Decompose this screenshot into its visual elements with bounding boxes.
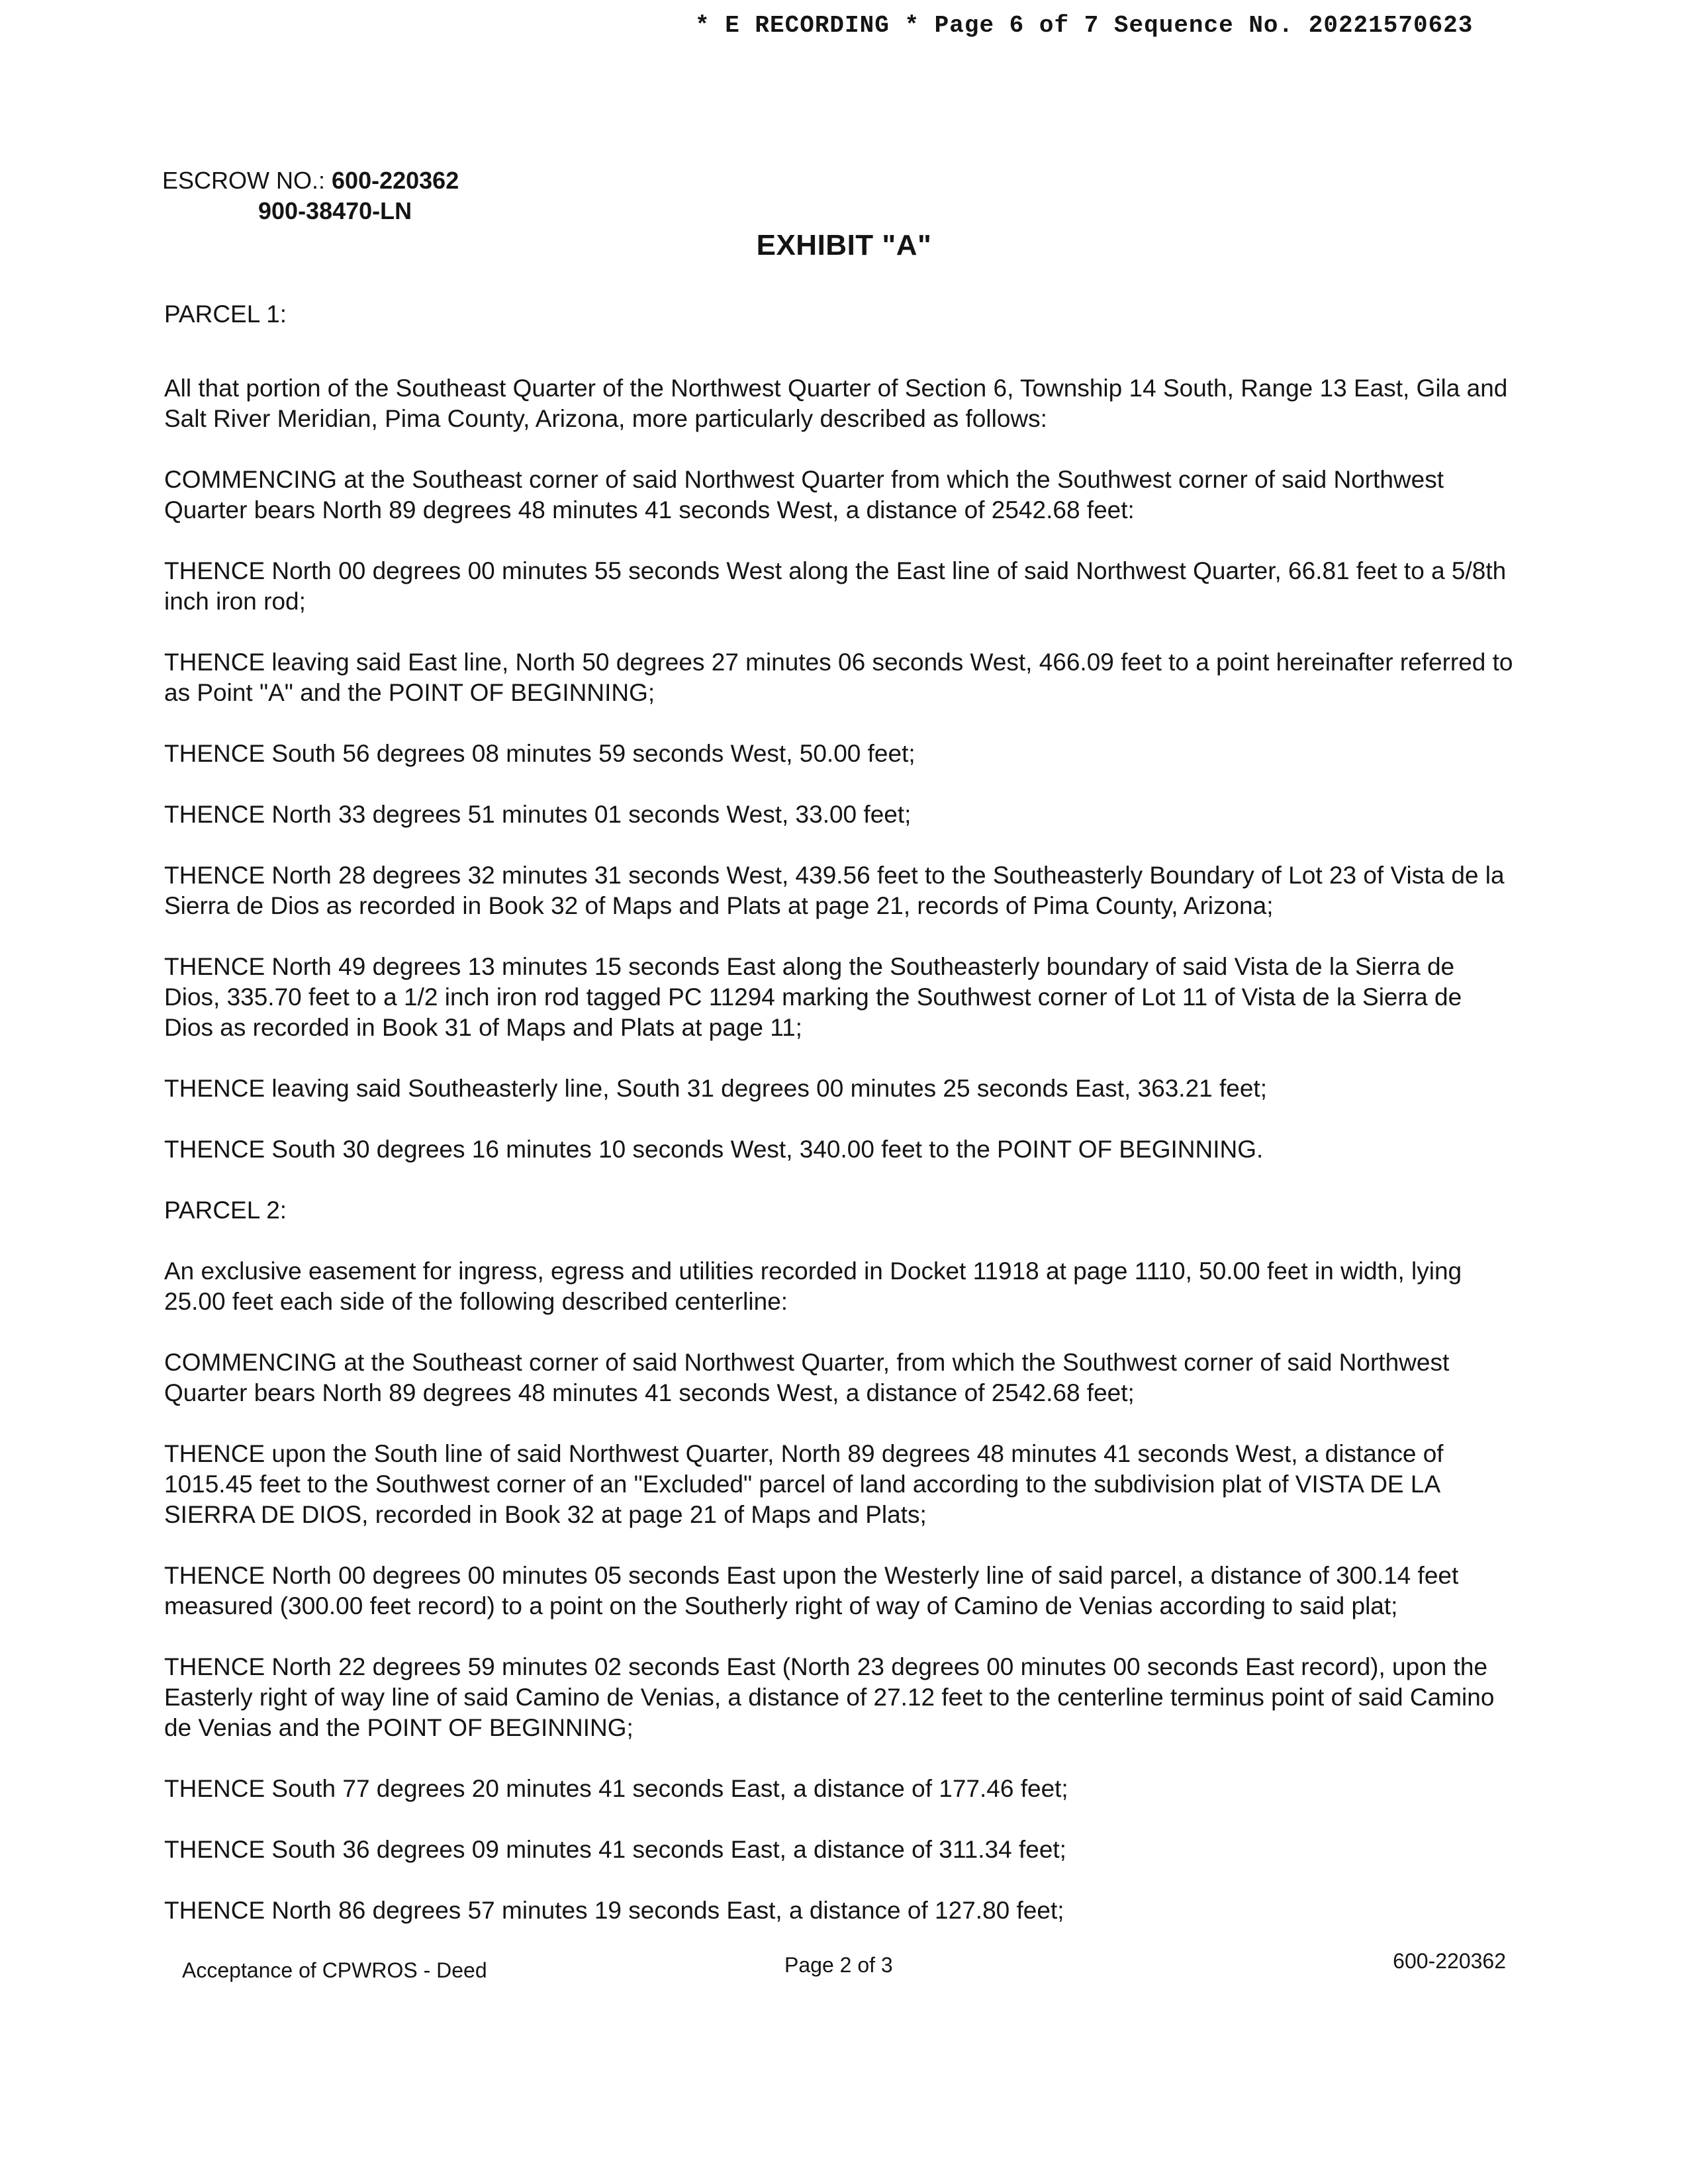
parcel-1-paragraph: THENCE North 33 degrees 51 minutes 01 seconds West, 33.00 feet; — [164, 801, 912, 828]
escrow-line-primary — [162, 165, 459, 196]
parcel-2-paragraph: THENCE North 86 degrees 57 minutes 19 seconds East, a distance of 127.80 feet; — [164, 1897, 1064, 1924]
escrow-label: ESCROW NO.: — [162, 167, 326, 194]
parcel-2-paragraph: THENCE South 36 degrees 09 minutes 41 seconds East, a distance of 311.34 feet; — [164, 1836, 1066, 1863]
escrow-number-primary: 600-220362 — [332, 167, 459, 194]
parcel-1-paragraph: THENCE North 00 degrees 00 minutes 55 seconds West along the East line of said Northwest Quarter, 66.81 feet to a 5/8th inch iron rod; — [164, 557, 1507, 615]
page-footer — [182, 1949, 1506, 1989]
exhibit-title: EXHIBIT "A" — [756, 229, 932, 261]
parcel-2-paragraph: THENCE upon the South line of said Northwest Quarter, North 89 degrees 48 minutes 41 seconds West, a distance of 1015.45 feet to the Southwest corner of an "Excluded" parcel of land according to the subdivision plat of VISTA DE LA SIERRA DE DIOS, recorded in Book 32 at page 21 of Maps and Plats; — [164, 1440, 1444, 1528]
parcel-2-paragraph: THENCE North 00 degrees 00 minutes 05 seconds East upon the Westerly line of said parcel, a distance of 300.14 feet measured (300.00 feet record) to a point on the Southerly right of way of Camino de Venias according to said plat; — [164, 1562, 1459, 1619]
parcel-1-paragraph: THENCE leaving said East line, North 50 degrees 27 minutes 06 seconds West, 466.09 feet to a point hereinafter referred to as Point "A" and the POINT OF BEGINNING; — [164, 649, 1513, 706]
recording-header: * E RECORDING * Page 6 of 7 Sequence No. 20221570623 — [695, 12, 1474, 39]
parcel-1-paragraph: THENCE South 56 degrees 08 minutes 59 seconds West, 50.00 feet; — [164, 740, 915, 767]
parcel-1-paragraph: All that portion of the Southeast Quarter of the Northwest Quarter of Section 6, Township 14 South, Range 13 East, Gila and Salt River Meridian, Pima County, Arizona, more particularly described as follows: — [164, 375, 1508, 432]
parcel-1-paragraph: THENCE North 28 degrees 32 minutes 31 seconds West, 439.56 feet to the Southeasterly Boundary of Lot 23 of Vista de la Sierra de Dios as recorded in Book 32 of Maps and Plats at page 21, records of Pima County, Arizona; — [164, 862, 1505, 919]
parcel-1-paragraph: THENCE leaving said Southeasterly line, South 31 degrees 00 minutes 25 seconds East, 363.21 feet; — [164, 1075, 1267, 1102]
parcel-1-paragraph: COMMENCING at the Southeast corner of said Northwest Quarter from which the Southwest corner of said Northwest Quarter bears North 89 degrees 48 minutes 41 seconds West, a distance of 2542.68 feet: — [164, 466, 1444, 523]
parcel-1-paragraph: THENCE South 30 degrees 16 minutes 10 seconds West, 340.00 feet to the POINT OF BEGINNING. — [164, 1136, 1264, 1163]
parcel-2-paragraph: THENCE South 77 degrees 20 minutes 41 seconds East, a distance of 177.46 feet; — [164, 1775, 1068, 1802]
footer-escrow-number: 600-220362 — [1393, 1949, 1506, 1973]
parcel-2-paragraph: THENCE North 22 degrees 59 minutes 02 seconds East (North 23 degrees 00 minutes 00 seconds East record), upon the Easterly right of way line of said Camino de Venias, a distance of 27.12 feet to the centerline terminus point of said Camino de Venias and the POINT OF BEGINNING; — [164, 1653, 1495, 1741]
footer-page-number: Page 2 of 3 — [784, 1953, 893, 1977]
legal-description — [164, 299, 1515, 1956]
footer-document-title: Acceptance of CPWROS - Deed — [182, 1958, 487, 1982]
parcel-2-paragraph: COMMENCING at the Southeast corner of said Northwest Quarter, from which the Southwest corner of said Northwest Quarter bears North 89 degrees 48 minutes 41 seconds West, a distance of 2542.68 feet; — [164, 1349, 1450, 1406]
parcel-1-heading: PARCEL 1: — [164, 300, 287, 328]
parcel-1-paragraph: THENCE North 49 degrees 13 minutes 15 seconds East along the Southeasterly boundary of said Vista de la Sierra de Dios, 335.70 feet to a 1/2 inch iron rod tagged PC 11294 marking the Southwest corner of Lot 11 of Vista de la Sierra de Dios as recorded in Book 31 of Maps and Plats at page 11; — [164, 953, 1462, 1041]
parcel-2-paragraph: An exclusive easement for ingress, egress and utilities recorded in Docket 11918 at page 1110, 50.00 feet in width, lying 25.00 feet each side of the following described centerline: — [164, 1257, 1462, 1315]
escrow-block — [162, 165, 459, 226]
escrow-number-secondary: 900-38470-LN — [258, 197, 412, 224]
parcel-2-heading: PARCEL 2: — [164, 1197, 287, 1224]
